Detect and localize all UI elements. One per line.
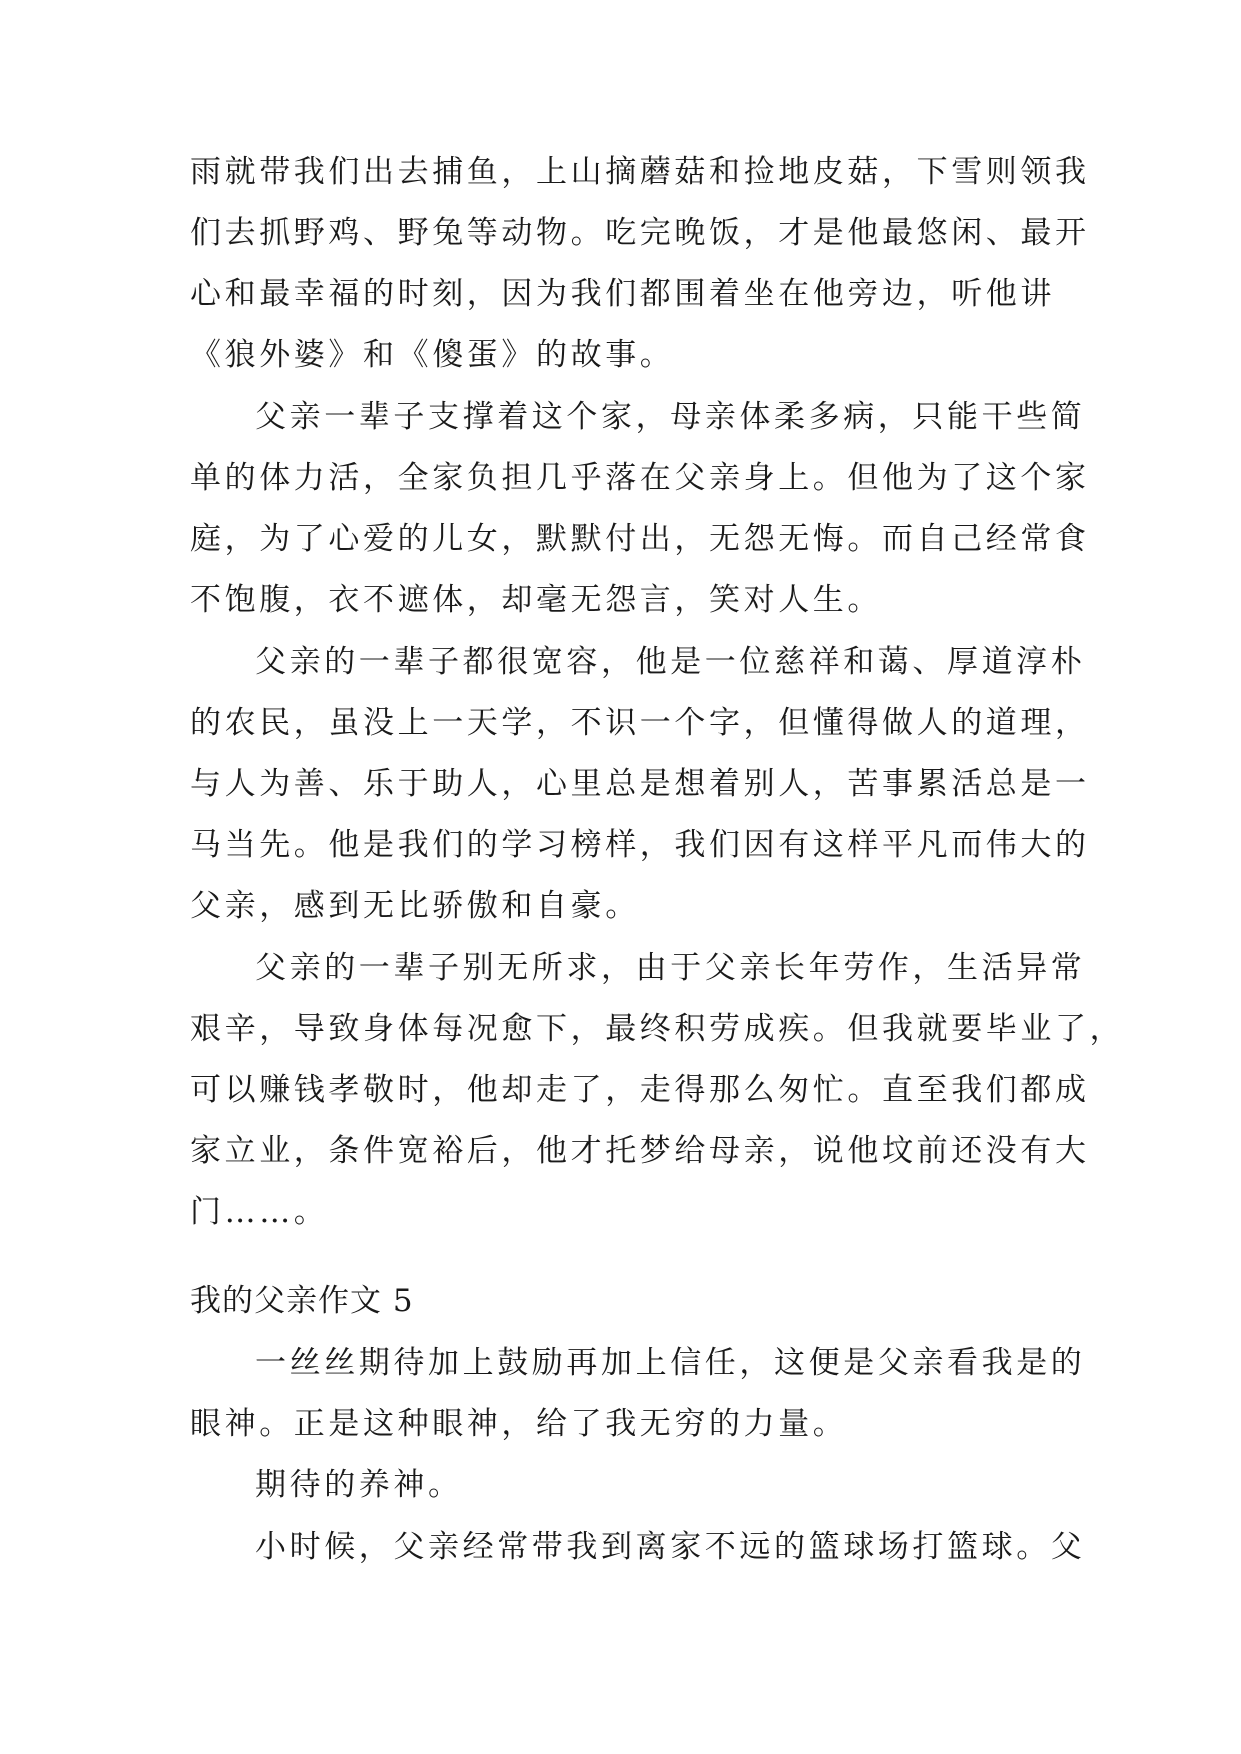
- text-line: 不饱腹，衣不遮体，却毫无怨言，笑对人生。: [190, 582, 882, 618]
- text-line: 马当先。他是我们的学习榜样，我们因有这样平凡而伟大的: [190, 827, 1090, 863]
- text-line: 父亲的一辈子别无所求，由于父亲长年劳作，生活异常: [255, 950, 1086, 986]
- text-line: 单的体力活，全家负担几乎落在父亲身上。但他为了这个家: [190, 460, 1090, 496]
- text-line: 父亲的一辈子都很宽容，他是一位慈祥和蔼、厚道淳朴: [255, 644, 1086, 680]
- text-line: 们去抓野鸡、野兔等动物。吃完晚饭，才是他最悠闲、最开: [190, 215, 1090, 251]
- text-line: 小时候，父亲经常带我到离家不远的篮球场打篮球。父: [255, 1529, 1086, 1565]
- section-title: 我的父亲作文 5: [190, 1283, 414, 1319]
- text-line: 一丝丝期待加上鼓励再加上信任，这便是父亲看我是的: [255, 1345, 1086, 1381]
- text-line: 与人为善、乐于助人，心里总是想着别人，苦事累活总是一: [190, 766, 1090, 802]
- text-line: 可以赚钱孝敬时，他却走了，走得那么匆忙。直至我们都成: [190, 1072, 1090, 1108]
- text-line: 心和最幸福的时刻，因为我们都围着坐在他旁边，听他讲: [190, 276, 1055, 312]
- text-line: 门……。: [190, 1194, 329, 1230]
- text-line: 雨就带我们出去捕鱼，上山摘蘑菇和捡地皮菇，下雪则领我: [190, 154, 1090, 190]
- text-line: 家立业，条件宽裕后，他才托梦给母亲，说他坟前还没有大: [190, 1133, 1090, 1169]
- text-line: 期待的养神。: [255, 1467, 463, 1503]
- text-line: 父亲，感到无比骄傲和自豪。: [190, 888, 640, 924]
- text-line: 庭，为了心爱的儿女，默默付出，无怨无悔。而自己经常食: [190, 521, 1090, 557]
- text-line: 《狼外婆》和《傻蛋》的故事。: [190, 337, 675, 373]
- text-line: 眼神。正是这种眼神，给了我无穷的力量。: [190, 1406, 848, 1442]
- text-line: 父亲一辈子支撑着这个家，母亲体柔多病，只能干些简: [255, 399, 1086, 435]
- text-line: 艰辛，导致身体每况愈下，最终积劳成疾。但我就要毕业了，: [190, 1011, 1125, 1047]
- text-line: 的农民，虽没上一天学，不识一个字，但懂得做人的道理，: [190, 705, 1090, 741]
